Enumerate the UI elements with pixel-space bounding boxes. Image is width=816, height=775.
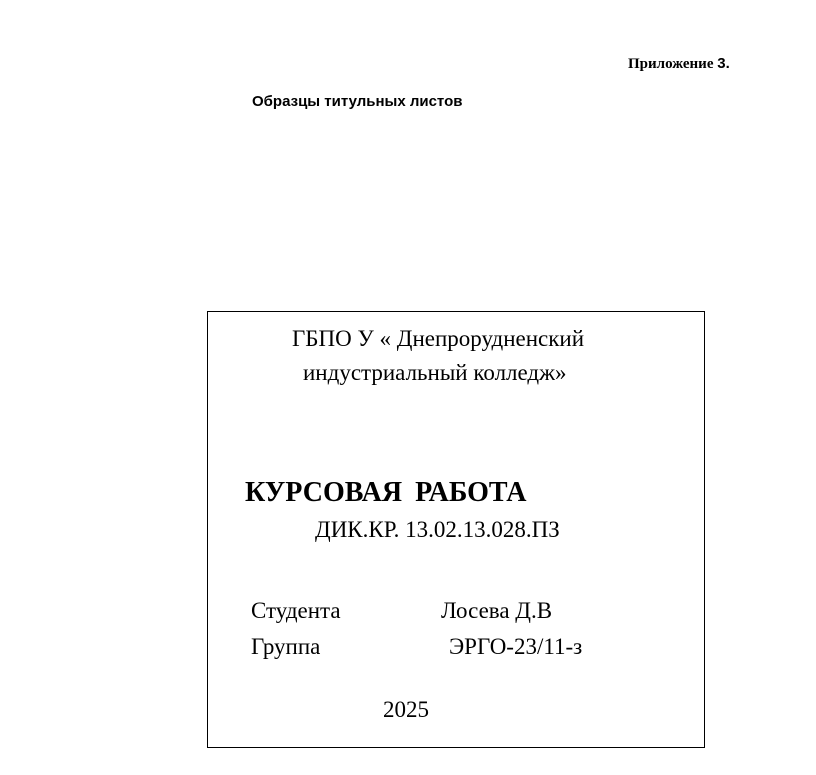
title-page-sample [207, 311, 705, 748]
page-title: Образцы титульных листов [252, 93, 463, 110]
college-name-line2: индустриальный колледж» [303, 360, 567, 385]
work-title: КУРСОВАЯ РАБОТА [245, 477, 527, 508]
group-label: Группа [251, 634, 321, 659]
student-name: Лосева Д.В [441, 598, 553, 623]
student-label: Студента [251, 598, 341, 623]
appendix-number: 3. [717, 55, 730, 72]
group-value: ЭРГО-23/11-з [449, 634, 583, 659]
work-code: ДИК.КР. 13.02.13.028.ПЗ [315, 517, 560, 542]
appendix-label-text: Приложение [628, 56, 714, 72]
appendix-label [628, 55, 730, 73]
year: 2025 [383, 697, 429, 722]
college-name-line1: ГБПО У « Днепрорудненский [292, 326, 585, 351]
